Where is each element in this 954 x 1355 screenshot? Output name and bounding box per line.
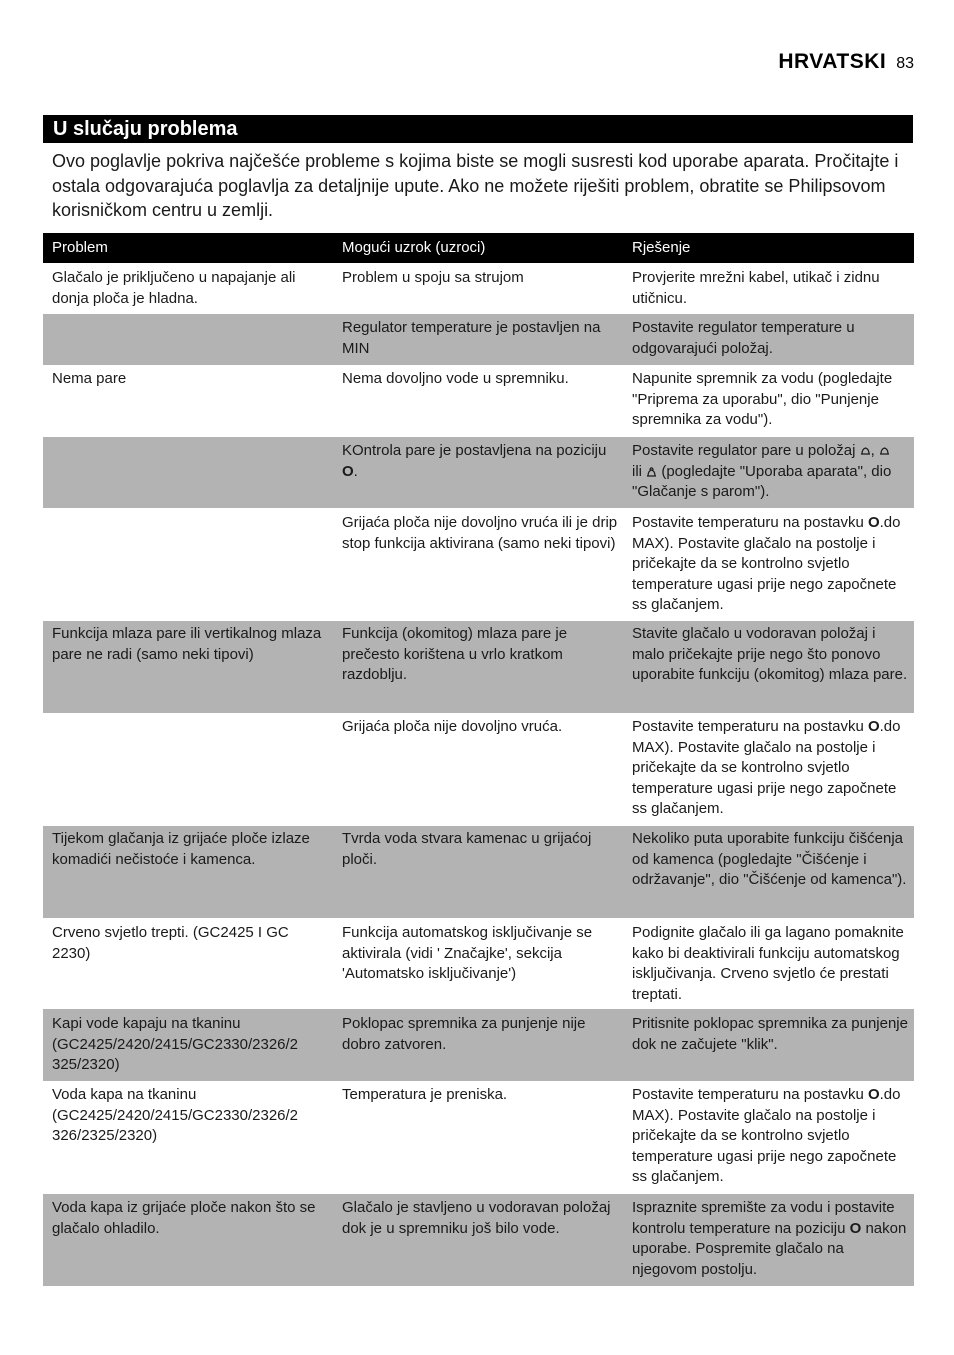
- cell-solution: [623, 437, 914, 508]
- solution-pre: Ispraznite spremište za vodu i postavite kontrolu temperature na poziciju: [632, 1199, 895, 1237]
- off-symbol-icon: O: [867, 718, 880, 735]
- table-row: [43, 1194, 914, 1286]
- off-symbol-icon: O: [867, 514, 880, 531]
- cell-problem: Voda kapa iz grijaće ploče nakon što se glačalo ohladilo.: [43, 1194, 333, 1286]
- language-label: HRVATSKI: [778, 50, 887, 73]
- solution-pre: Postavite temperaturu na postavku: [632, 514, 864, 531]
- section-title: U slučaju problema: [43, 115, 913, 143]
- cell-cause: Glačalo je stavljeno u vodoravan položaj dok je u spremniku još bilo vode.: [333, 1194, 623, 1286]
- table-row: [43, 365, 914, 437]
- solution-text: .do MAX). Postavite glačalo na postolje i pričekajte da se kontrolno svjetlo temperature ugasi prije nego započnete ss glačanjem.: [632, 514, 901, 613]
- table-row: [43, 713, 914, 826]
- table-row: [43, 314, 914, 365]
- cell-solution: Pritisnite poklopac spremnika za punjenje dok ne začujete "klik".: [623, 1009, 914, 1081]
- intro-paragraph: [52, 149, 914, 223]
- cell-cause: Problem u spoju sa strujom: [333, 263, 623, 314]
- solution-text: nakon uporabe. Pospremite glačalo na njegovom postolju.: [632, 1219, 907, 1278]
- cell-problem: Nema pare: [43, 365, 333, 437]
- cell-cause: Regulator temperature je postavljen na MIN: [333, 314, 623, 365]
- cause-end: .: [353, 462, 358, 480]
- cell-problem: [43, 437, 333, 508]
- cause-text: KOntrola pare je postavljena na poziciju: [342, 442, 607, 459]
- table-row: [43, 263, 914, 314]
- intro-text: Ovo poglavlje pokriva najčešće probleme s kojima biste se mogli susresti kod uporabe aparata. Pročitajte i ostala odgovarajuća poglavlja za detaljnije upute. Ako ne možete riješiti problem, obratite se Philipsovom korisničkom centru u zemlji.: [52, 151, 899, 220]
- header-solution: Rješenje: [623, 233, 914, 263]
- solution-text-c: (pogledajte "Uporaba aparata", dio "Glačanje s parom").: [632, 462, 892, 500]
- table-row: [43, 437, 914, 508]
- cell-problem: Funkcija mlaza pare ili vertikalnog mlaza pare ne radi (samo neki tipovi): [43, 621, 333, 713]
- cell-cause: [333, 437, 623, 508]
- page-header: [778, 50, 914, 74]
- cell-problem: Crveno svjetlo trepti. (GC2425 I GC 2230): [43, 918, 333, 1009]
- table-row: [43, 1009, 914, 1081]
- solution-pre: Postavite temperaturu na postavku: [632, 718, 864, 735]
- cell-solution: Postavite regulator temperature u odgovarajući položaj.: [623, 314, 914, 365]
- page-number: 83: [896, 55, 914, 72]
- off-symbol-icon: O: [342, 462, 354, 480]
- cell-solution: Stavite glačalo u vodoravan položaj i malo pričekajte prije nego što ponovo uporabite funkciju (okomitog) mlaza pare.: [623, 621, 914, 713]
- steam-medium-icon: [879, 446, 890, 455]
- cell-solution: Provjerite mrežni kabel, utikač i zidnu utičnicu.: [623, 263, 914, 314]
- cell-cause: Grijaća ploča nije dovoljno vruća.: [333, 713, 623, 826]
- cell-cause: Poklopac spremnika za punjenje nije dobro zatvoren.: [333, 1009, 623, 1081]
- solution-pre: Postavite temperaturu na postavku: [632, 1086, 864, 1103]
- cell-solution: Podignite glačalo ili ga lagano pomaknite kako bi deaktivirali funkciju automatskog isključivanja. Crveno svjetlo će prestati treptati.: [623, 918, 914, 1009]
- steam-low-icon: [860, 446, 871, 455]
- cell-problem: Glačalo je priključeno u napajanje ali donja ploča je hladna.: [43, 263, 333, 314]
- table-row: [43, 826, 914, 918]
- solution-text-b: ili: [632, 462, 642, 480]
- cell-solution: Nekoliko puta uporabite funkciju čišćenja od kamenca (pogledajte "Čišćenje i održavanje", dio "Čišćenje od kamenca").: [623, 826, 914, 918]
- table-row: [43, 508, 914, 621]
- cell-problem: Tijekom glačanja iz grijaće ploče izlaze komadići nečistoće i kamenca.: [43, 826, 333, 918]
- cell-solution: [623, 508, 914, 621]
- table-header-row: [43, 233, 914, 263]
- solution-text-a: Postavite regulator pare u položaj: [632, 442, 856, 459]
- table-row: [43, 1081, 914, 1194]
- solution-sep: ,: [870, 442, 875, 459]
- cell-cause: Grijaća ploča nije dovoljno vruća ili je drip stop funkcija aktivirana (samo neki tipovi): [333, 508, 623, 621]
- cell-solution: Napunite spremnik za vodu (pogledajte "Priprema za uporabu", dio "Punjenje spremnika za vodu").: [623, 365, 914, 437]
- solution-text: .do MAX). Postavite glačalo na postolje i pričekajte da se kontrolno svjetlo temperature ugasi prije nego započnete ss glačanjem.: [632, 1086, 901, 1185]
- off-symbol-icon: O: [867, 1086, 880, 1103]
- cell-problem: [43, 508, 333, 621]
- cell-cause: Nema dovoljno vode u spremniku.: [333, 365, 623, 437]
- cell-cause: Funkcija automatskog isključivanje se aktivirala (vidi ' Značajke', sekcija 'Automatsko isključivanje'): [333, 918, 623, 1009]
- header-problem: Problem: [43, 233, 333, 263]
- cell-problem: Kapi vode kapaju na tkaninu (GC2425/2420/2415/GC2330/2326/2 325/2320): [43, 1009, 333, 1081]
- steam-max-icon: [646, 467, 657, 476]
- table-row: [43, 918, 914, 1009]
- cell-solution: [623, 713, 914, 826]
- off-symbol-icon: O: [849, 1219, 862, 1237]
- cell-problem: [43, 713, 333, 826]
- solution-text: .do MAX). Postavite glačalo na postolje i pričekajte da se kontrolno svjetlo temperature ugasi prije nego započnete ss glačanjem.: [632, 718, 901, 817]
- cell-cause: Temperatura je preniska.: [333, 1081, 623, 1194]
- cell-problem: [43, 314, 333, 365]
- cell-problem: Voda kapa na tkaninu (GC2425/2420/2415/GC2330/2326/2 326/2325/2320): [43, 1081, 333, 1194]
- cell-solution: [623, 1194, 914, 1286]
- troubleshooting-table: [43, 233, 914, 1286]
- cell-cause: Tvrda voda stvara kamenac u grijaćoj ploči.: [333, 826, 623, 918]
- cell-solution: [623, 1081, 914, 1194]
- cell-cause: Funkcija (okomitog) mlaza pare je prečesto korištena u vrlo kratkom razdoblju.: [333, 621, 623, 713]
- table-row: [43, 621, 914, 713]
- header-cause: Mogući uzrok (uzroci): [333, 233, 623, 263]
